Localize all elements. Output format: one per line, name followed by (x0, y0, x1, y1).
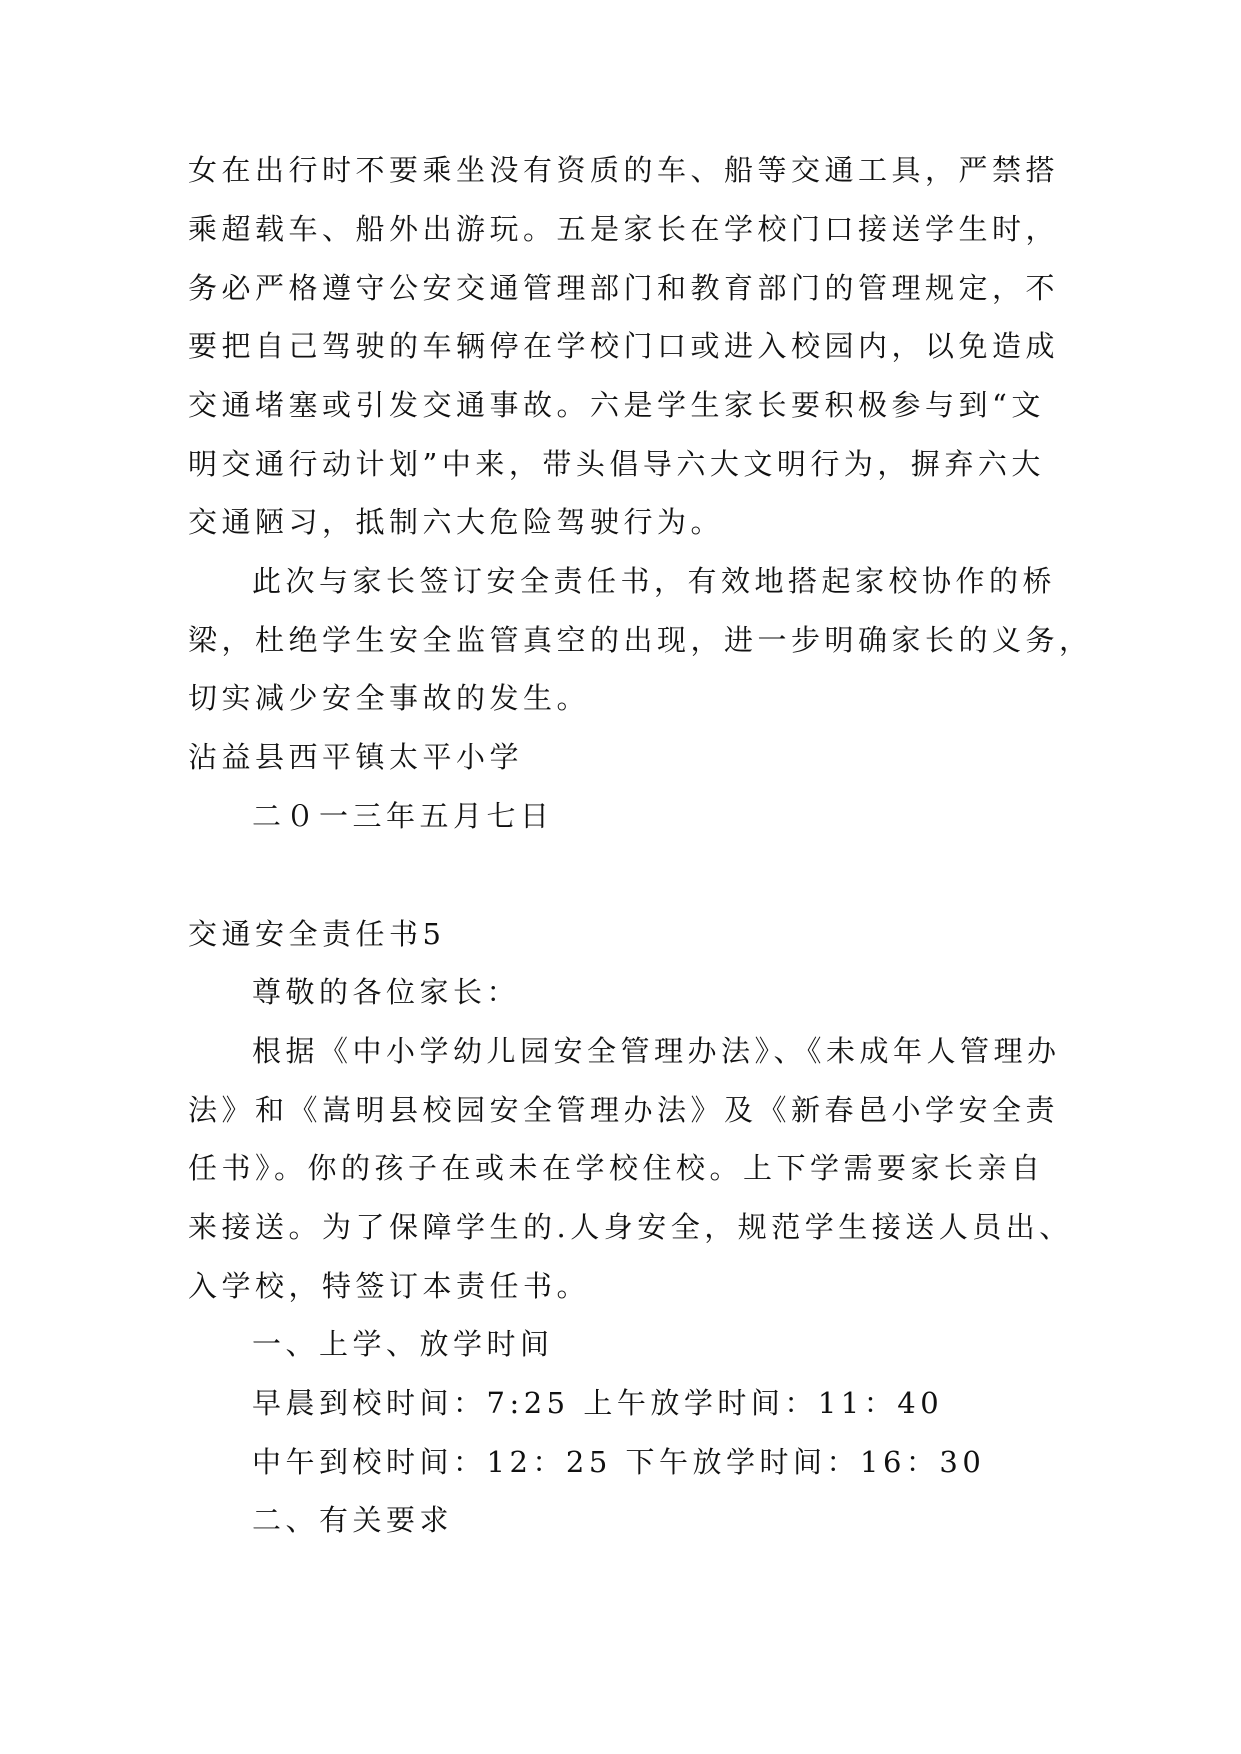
body-text-line: 明交通行动计划”中来，带头倡导六大文明行为，摒弃六大 (188, 447, 1045, 481)
body-text-line: 要把自己驾驶的车辆停在学校门口或进入校园内，以免造成 (188, 329, 1060, 363)
body-text-line: 来接送。为了保障学生的.人身安全，规范学生接送人员出、 (188, 1210, 1073, 1244)
body-text-line: 任书》。你的孩子在或未在学校住校。上下学需要家长亲自 (188, 1151, 1045, 1185)
body-text-line: 入学校，特签订本责任书。 (188, 1269, 591, 1303)
body-text-line: 梁，杜绝学生安全监管真空的出现，进一步明确家长的义务， (188, 623, 1093, 657)
paragraph-first-line: 此次与家长签订安全责任书，有效地搭起家校协作的桥 (252, 564, 1057, 598)
paragraph-first-line: 根据《中小学幼儿园安全管理办法》、《未成年人管理办 (252, 1034, 1061, 1068)
schedule-line: 早晨到校时间：7:25 上午放学时间：11：40 (252, 1386, 944, 1420)
body-text-line: 务必严格遵守公安交通管理部门和教育部门的管理规定，不 (188, 271, 1060, 305)
section-title: 交通安全责任书5 (188, 917, 446, 951)
list-heading: 一、上学、放学时间 (252, 1327, 554, 1361)
signature-school: 沾益县西平镇太平小学 (188, 740, 524, 774)
body-text-line: 女在出行时不要乘坐没有资质的车、船等交通工具，严禁搭 (188, 153, 1060, 187)
body-text-line: 切实减少安全事故的发生。 (188, 681, 591, 715)
salutation: 尊敬的各位家长： (252, 975, 521, 1009)
body-text-line: 交通堵塞或引发交通事故。六是学生家长要积极参与到“文 (188, 388, 1045, 422)
list-heading: 二、有关要求 (252, 1503, 454, 1537)
schedule-line: 中午到校时间：12：25 下午放学时间：16：30 (252, 1445, 986, 1479)
body-text-line: 乘超载车、船外出游玩。五是家长在学校门口接送学生时， (188, 212, 1060, 246)
body-text-line: 交通陋习，抵制六大危险驾驶行为。 (188, 505, 725, 539)
body-text-line: 法》和《嵩明县校园安全管理办法》及《新春邑小学安全责 (188, 1093, 1060, 1127)
signature-date: 二０一三年五月七日 (252, 799, 554, 833)
